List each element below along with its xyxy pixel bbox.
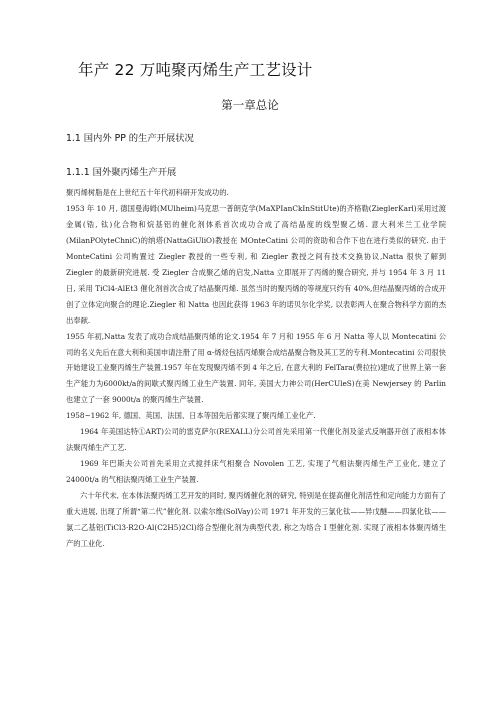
paragraph: 1953 年 10 月, 德国曼海姆(MUlheim)马克思一普朗克学(MaXPIanCkInStitUte)的齐格勒(ZieglerKarl)采用过渡金属(锆, 钛)化合物和烷基铝的催化剂体系首次成功合成了高结晶度的线型聚乙烯. 意大利米兰工业学院(MilanPOlyteChniC)的纳塔(NattaGiUliO)教授在 MOnteCatini 公司的资助和合作下也在进行类似的研究. 由于 MonteCatini 公司购置过 Ziegler 教授的一些专利, 和 Ziegler 教授之间有技术交换协议,Natta 很快了解到 Ziegler 的最新研究进展. 受 Ziegler 合成聚乙烯的启发,Natta 立即展开了丙烯的聚合研究, 并与 1954 年 3 月 11 日, 采用 TiCl4-AlEt3 催化剂首次合成了结晶聚丙烯. 虽然当时的聚丙烯的等规度只约有 40%,但结晶聚丙烯的合成开创了立体定向聚合的理论.Ziegler 和 Natta 也因此获得 1963 年的诺贝尔化学奖, 以表彰两人在聚合物科学方面的杰出奉献. <box>66 203 446 325</box>
paragraph: 1969 年巴斯夫公司首先采用立式搅拌床气相聚合 Novolen 工艺, 实现了气相法聚丙烯生产工业化, 建立了 24000t/a 的气相法聚丙烯工业生产装置. <box>66 459 446 485</box>
paragraph: 1955 年初,Natta 发表了成功合成结晶聚丙烯的论文.1954 年 7 月和 1955 年 6 月 Natta 等人以 Montecatini 公司的名义先后在意大利和美国申请注册了用 α-烯烃包括丙烯聚合成结晶聚合物及其工艺的专利.Montecatini 公司很快开始建设工业聚丙烯生产装置.1957 年在发现聚丙烯不到 4 年之后, 在意大利的 FelTara(费拉拉)建成了世界上第一套生产能力为6000kt/a的间歇式聚丙烯工业生产装置. 同年, 美国大力神公司(HerCUleS)在美 Newjersey 的 Parlin 也建立了一套 9000t/a 的聚丙烯生产装置. <box>66 331 446 405</box>
subsection-heading: 1.1.1 国外聚丙烯生产开展 <box>66 167 177 178</box>
paragraph: 1964 年美国达特①ART)公司的雷克萨尔(REXALL)分公司首先采用第一代催化剂及釜式反响器开创了液相本体法聚丙烯生产工艺. <box>66 427 446 453</box>
document-body <box>66 185 446 552</box>
paragraph: 六十年代末, 在本体法聚丙烯工艺开发的同时, 聚丙烯催化剂的研究, 特别是在提高催化剂活性和定向能力方面有了重大进展, 出现了所谓“第二代”催化剂. 以索尔维(SolVay)公司 1971 年开发的三氯化钛——异戊醚——四氯化钛——氯二乙基铝(TiCl3·R2O·Al(C2H5)2Cl)络合型催化剂为典型代表, 称之为络合 I 型催化剂. 实现了液相本体聚丙烯生产的工业化. <box>66 491 446 548</box>
paragraph: 聚丙烯树脂是在上世纪五十年代初科研开发成功的. <box>66 188 229 197</box>
section-heading: 1.1 国内外 PP 的生产开展状况 <box>66 133 194 144</box>
chapter-heading: 第一章总论 <box>221 98 279 112</box>
paragraph: 1958~1962 年, 德国、英国、法国、日本等国先后都实现了聚丙烯工业化产. <box>66 411 316 421</box>
document-title: 年产 22 万吨聚丙烯生产工艺设计 <box>78 61 313 79</box>
